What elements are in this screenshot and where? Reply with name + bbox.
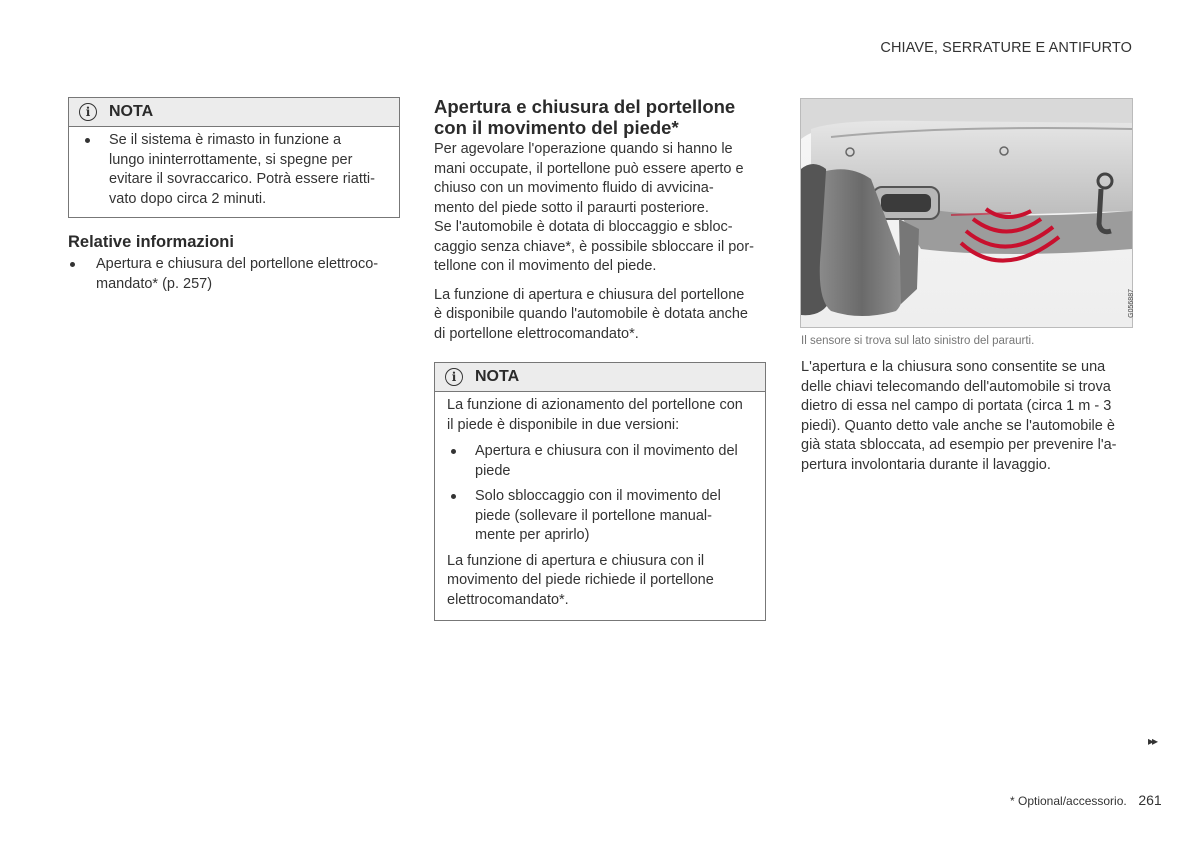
text-line: La funzione di azionamento del portellone con xyxy=(447,397,743,413)
text-line: pertura involontaria durante il lavaggio. xyxy=(801,456,1051,473)
related-section xyxy=(68,233,408,294)
text-line: tellone con il movimento del piede. xyxy=(434,258,657,274)
note-bullet xyxy=(447,442,755,481)
footnote xyxy=(1010,792,1162,808)
middle-column xyxy=(434,96,770,344)
note-line: evitare il sovraccarico. Potrà essere riatti- xyxy=(109,171,375,187)
note-line: vato dopo circa 2 minuti. xyxy=(109,190,267,207)
bumper-sensor-figure xyxy=(800,98,1133,328)
note-title: NOTA xyxy=(475,368,520,385)
text-line: Per agevolare l'operazione quando si hanno le xyxy=(434,141,733,157)
text-line: Se l'automobile è dotata di bloccaggio e sbloc- xyxy=(434,219,733,235)
paragraph-3 xyxy=(434,286,770,345)
info-icon: i xyxy=(79,103,97,121)
text-line: La funzione di apertura e chiusura del portellone xyxy=(434,286,745,303)
text-line: delle chiavi telecomando dell'automobile si trova xyxy=(801,378,1111,395)
text-line: caggio senza chiave*, è possibile sbloccare il por- xyxy=(434,238,754,255)
related-link-line: mandato* (p. 257) xyxy=(96,275,213,292)
note-outro xyxy=(447,552,755,611)
note-line: lungo ininterrottamente, si spegne per xyxy=(109,151,353,168)
text-line: il piede è disponibile in due versioni: xyxy=(447,416,680,433)
info-icon: i xyxy=(445,368,463,386)
bullet-dot xyxy=(85,138,90,143)
related-title: Relative informazioni xyxy=(68,233,234,251)
figure-caption: Il sensore si trova sul lato sinistro del paraurti. xyxy=(801,335,1035,347)
text-line: è disponibile quando l'automobile è dotata anche xyxy=(434,306,748,322)
bullet-dot xyxy=(451,494,456,499)
text-line: dietro di essa nel campo di portata (circa 1 m - 3 xyxy=(801,398,1112,414)
text-line: piede (sollevare il portellone manual- xyxy=(475,507,712,524)
right-paragraph xyxy=(801,358,1141,475)
bullet-dot xyxy=(451,449,456,454)
text-line: L'apertura e la chiusura sono consentite se una xyxy=(801,359,1106,375)
note-header xyxy=(435,363,765,392)
next-page-arrows-icon: ▸▸ xyxy=(1148,734,1157,748)
heading-line: Apertura e chiusura del portellone xyxy=(434,96,736,117)
heading-line: con il movimento del piede* xyxy=(434,117,679,138)
note-body xyxy=(435,392,765,610)
text-line: movimento del piede richiede il portellone xyxy=(447,572,714,588)
running-header: CHIAVE, SERRATURE E ANTIFURTO xyxy=(880,40,1132,56)
bumper-sensor-illustration xyxy=(801,99,1132,327)
text-line: mente per aprirlo) xyxy=(475,527,590,543)
note-box-middle xyxy=(434,362,766,621)
text-line: Solo sbloccaggio con il movimento del xyxy=(475,488,721,504)
note-title: NOTA xyxy=(109,103,154,120)
text-line: La funzione di apertura e chiusura con il xyxy=(447,552,705,569)
note-box-left xyxy=(68,97,400,218)
paragraph-1 xyxy=(434,140,770,218)
text-line: chiuso con un movimento fluido di avvicina- xyxy=(434,180,714,196)
text-line: di portellone elettrocomandato*. xyxy=(434,325,639,342)
note-line: Se il sistema è rimasto in funzione a xyxy=(109,132,342,148)
text-line: mento del piede sotto il paraurti posteriore. xyxy=(434,199,709,216)
optional-note: * Optional/accessorio. xyxy=(1010,794,1127,808)
paragraph-2 xyxy=(434,218,770,277)
page-number: 261 xyxy=(1138,792,1162,808)
note-bullet xyxy=(69,131,399,209)
note-bullet xyxy=(447,487,755,546)
text-line: piede xyxy=(475,462,511,479)
text-line: piedi). Quanto detto vale anche se l'automobile è xyxy=(801,417,1115,434)
text-line: già stata sbloccata, ad esempio per prevenire l'a- xyxy=(801,437,1117,453)
related-link-line: Apertura e chiusura del portellone elettroco- xyxy=(96,256,379,272)
related-link[interactable] xyxy=(68,255,408,294)
section-heading xyxy=(434,96,770,138)
text-line: mani occupate, il portellone può essere aperto e xyxy=(434,160,744,177)
figure-code: G056887 xyxy=(1128,289,1135,318)
note-header xyxy=(69,98,399,127)
text-line: Apertura e chiusura con il movimento del xyxy=(475,443,738,459)
bullet-dot xyxy=(70,262,75,267)
text-line: elettrocomandato*. xyxy=(447,591,569,608)
